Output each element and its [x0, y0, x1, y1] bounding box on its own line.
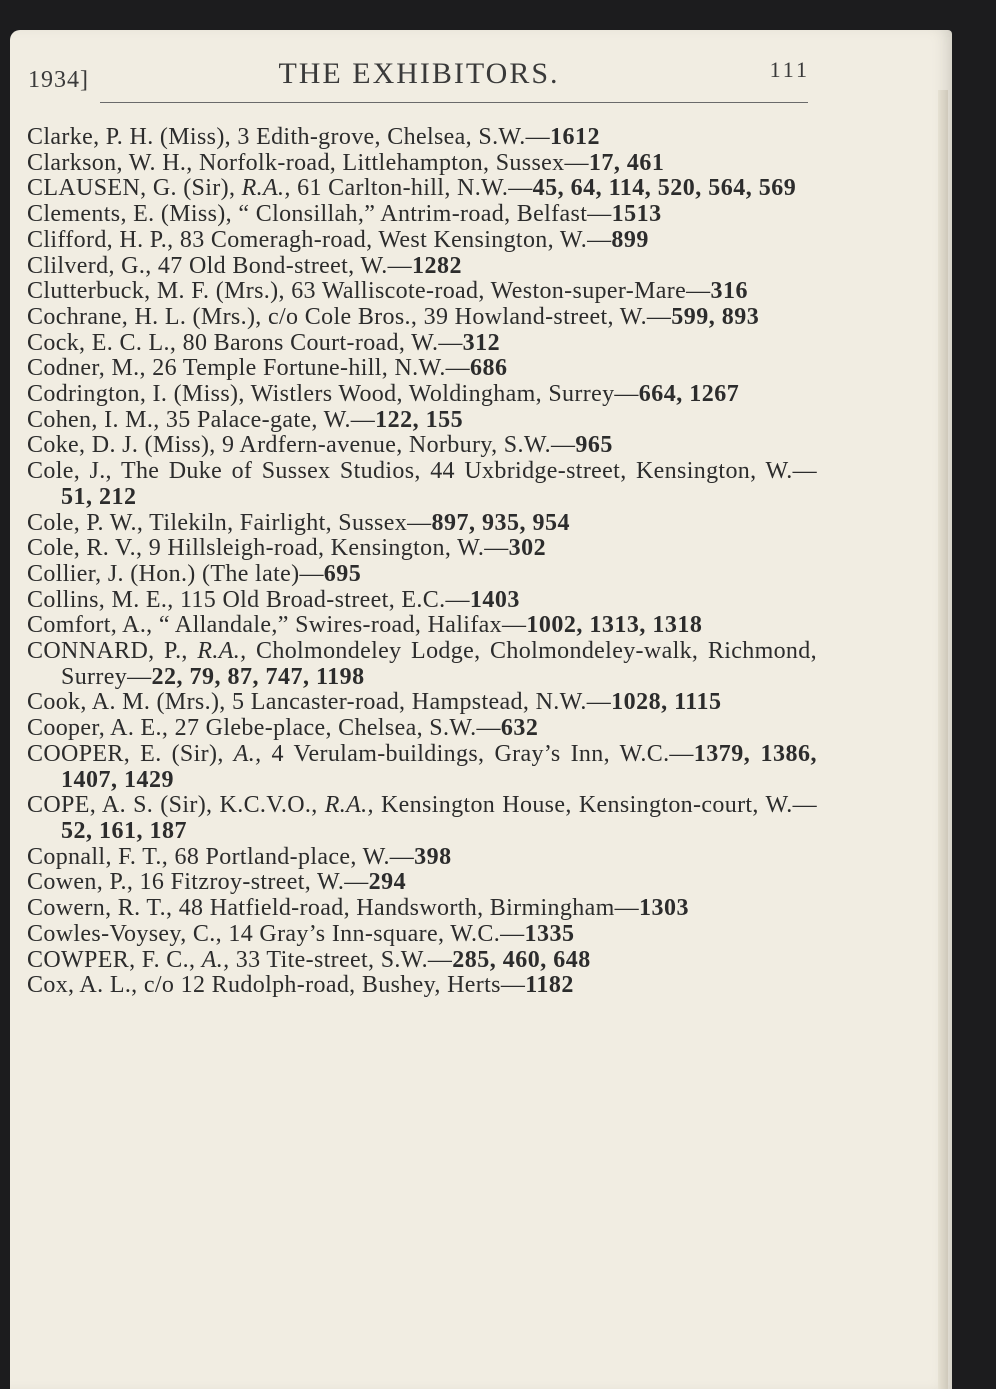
exhibitor-address: “ Clonsillah,” Antrim-road, Belfast—: [238, 201, 612, 228]
exhibitor-entry: [27, 202, 817, 228]
exhibitor-entry: [27, 690, 817, 716]
exhibitor-address: 33 Tite-street, S.W.—: [235, 946, 453, 973]
exhibitor-address: “ Allandale,” Swires-road, Halifax—: [158, 612, 527, 639]
page-number: 111: [769, 57, 810, 82]
exhibitor-entry: [27, 254, 817, 280]
exhibitor-entry: [27, 742, 817, 793]
exhibitor-entry: [27, 382, 817, 408]
exhibitor-address: 47 Old Bond-street, W.—: [157, 252, 412, 279]
exhibitor-name: CONNARD, P.,: [27, 638, 188, 665]
exhibitor-address: 4 Verulam-buildings, Gray’s Inn, W.C.—: [271, 740, 694, 767]
exhibit-numbers: 632: [500, 715, 539, 742]
running-header: [28, 57, 810, 97]
exhibitor-entry: [27, 125, 817, 151]
exhibitor-name: Clilverd, G.,: [27, 252, 152, 279]
exhibitor-address: Norfolk-road, Littlehampton, Sussex—: [198, 149, 589, 176]
exhibitor-name: Clarkson, W. H.,: [27, 149, 193, 176]
exhibitor-name: Cooper, A. E.,: [27, 715, 169, 742]
exhibitor-address: 48 Hatfield-road, Handsworth, Birmingham—: [178, 895, 639, 922]
exhibitor-entry: [27, 870, 817, 896]
exhibitor-address: 16 Fitzroy-street, W.—: [139, 869, 369, 896]
exhibitor-address: 9 Ardfern-avenue, Norbury, S.W.—: [222, 432, 576, 459]
exhibitor-address: 35 Palace-gate, W.—: [165, 406, 376, 433]
exhibit-numbers: 1303: [638, 895, 689, 922]
exhibitor-address: 61 Carlton-hill, N.W.—: [297, 175, 533, 202]
exhibit-numbers: 22, 79, 87, 747, 1198: [151, 663, 365, 690]
exhibitor-address: 68 Portland-place, W.—: [174, 843, 415, 870]
exhibit-numbers: 122, 155: [375, 406, 464, 433]
exhibitor-name: Copnall, F. T.,: [27, 843, 169, 870]
exhibitor-designation: A.,: [201, 946, 230, 973]
header-year: 1934]: [28, 67, 89, 93]
exhibitor-name: Cox, A. L.,: [27, 972, 138, 999]
exhibitor-entry: [27, 433, 817, 459]
exhibitor-entry: [27, 716, 817, 742]
exhibitor-address: c/o 12 Rudolph-road, Bushey, Herts—: [143, 972, 526, 999]
exhibit-numbers: 965: [575, 432, 613, 459]
exhibitor-address: 115 Old Broad-street, E.C.—: [179, 586, 470, 613]
page-title: THE EXHIBITORS.: [278, 57, 560, 90]
exhibitor-entry: [27, 922, 817, 948]
exhibitor-entry: [27, 536, 817, 562]
exhibitor-entry: [27, 588, 817, 614]
exhibitor-designation: A.,: [233, 740, 262, 767]
exhibit-numbers: 1002, 1313, 1318: [526, 612, 703, 639]
exhibit-numbers: 316: [710, 278, 748, 305]
exhibitor-address: 14 Gray’s Inn-square, W.C.—: [228, 920, 525, 947]
exhibit-numbers: 599, 893: [671, 303, 760, 330]
exhibitor-entry: [27, 793, 817, 844]
exhibit-numbers: 1612: [549, 124, 600, 150]
exhibit-numbers: 686: [470, 355, 508, 382]
exhibitor-entry: [27, 613, 817, 639]
exhibitor-entry: [27, 973, 817, 999]
exhibitor-address: 3 Edith-grove, Chelsea, S.W.—: [237, 124, 550, 150]
exhibit-numbers: 294: [368, 869, 407, 896]
exhibit-numbers: 1335: [524, 920, 575, 947]
exhibitor-entry: [27, 408, 817, 434]
exhibitor-address: Wistlers Wood, Woldingham, Surrey—: [250, 381, 639, 408]
exhibitor-name: Codner, M.,: [27, 355, 146, 382]
exhibit-numbers: 17, 461: [588, 149, 665, 176]
exhibit-numbers: 52, 161, 187: [61, 817, 187, 844]
exhibit-numbers: 45, 64, 114, 520, 564, 569: [532, 175, 797, 202]
exhibit-numbers: 695: [323, 560, 362, 587]
exhibit-numbers: 1282: [411, 252, 462, 279]
exhibitor-entry: [27, 896, 817, 922]
exhibitor-address: Tilekiln, Fairlight, Sussex—: [149, 509, 432, 536]
exhibitor-name: Comfort, A.,: [27, 612, 153, 639]
exhibitor-name: Clarke, P. H. (Miss),: [27, 124, 232, 150]
exhibitor-entry: [27, 562, 817, 588]
exhibitor-list: [27, 125, 817, 999]
exhibitor-address: 9 Hillsleigh-road, Kensington, W.—: [148, 535, 509, 562]
exhibitor-entry: [27, 228, 817, 254]
exhibit-numbers: 1379, 1386, 1407, 1429: [61, 740, 817, 793]
exhibitor-name: Clutterbuck, M. F. (Mrs.),: [27, 278, 285, 305]
exhibitor-entry: [27, 279, 817, 305]
exhibitor-address: c/o Cole Bros., 39 Howland-street, W.—: [268, 303, 672, 330]
exhibitor-name: COPE, A. S. (Sir), K.C.V.O.,: [27, 792, 318, 819]
exhibitor-address: 63 Walliscote-road, Weston-super-Mare—: [291, 278, 711, 305]
exhibit-numbers: 1182: [525, 972, 574, 999]
exhibitor-address: 27 Glebe-place, Chelsea, S.W.—: [174, 715, 501, 742]
exhibitor-name: Clifford, H. P.,: [27, 226, 174, 253]
exhibit-numbers: 897, 935, 954: [431, 509, 570, 536]
exhibitor-name: Cowen, P.,: [27, 869, 134, 896]
page-edge: [938, 90, 948, 1389]
exhibitor-name: Cole, R. V.,: [27, 535, 143, 562]
exhibit-numbers: 302: [508, 535, 547, 562]
exhibitor-name: Cole, P. W.,: [27, 509, 144, 536]
exhibitor-address: 5 Lancaster-road, Hampstead, N.W.—: [232, 689, 612, 716]
exhibitor-name: Cock, E. C. L.,: [27, 329, 177, 356]
exhibitor-entry: [27, 356, 817, 382]
exhibitor-name: Cole, J.,: [27, 458, 112, 485]
exhibitor-address: 26 Temple Fortune-hill, N.W.—: [152, 355, 471, 382]
exhibitor-entry: [27, 151, 817, 177]
exhibitor-entry: [27, 948, 817, 974]
exhibitor-name: Cook, A. M. (Mrs.),: [27, 689, 226, 716]
exhibitor-entry: [27, 331, 817, 357]
exhibitor-address: The Duke of Sussex Studios, 44 Uxbridge-street, Kensington, W.—: [120, 458, 818, 485]
exhibitor-entry: [27, 459, 817, 510]
exhibitor-address: Kensington House, Kensington-court, W.—: [380, 792, 817, 819]
exhibitor-name: COWPER, F. C.,: [27, 946, 196, 973]
exhibitor-address: 83 Comeragh-road, West Kensington, W.—: [179, 226, 612, 253]
exhibitor-name: Clements, E. (Miss),: [27, 201, 232, 228]
exhibitor-entry: [27, 639, 817, 690]
exhibitor-designation: R.A.,: [324, 792, 374, 819]
exhibitor-name: Cowles-Voysey, C.,: [27, 920, 222, 947]
exhibitor-name: Coke, D. J. (Miss),: [27, 432, 216, 459]
exhibitor-name: Cochrane, H. L. (Mrs.),: [27, 303, 262, 330]
exhibitor-designation: R.A.,: [197, 638, 247, 665]
exhibit-numbers: 899: [611, 226, 649, 253]
exhibitor-address: 80 Barons Court-road, W.—: [182, 329, 463, 356]
exhibit-numbers: 398: [414, 843, 452, 870]
exhibitor-name: CLAUSEN, G. (Sir),: [27, 175, 236, 202]
exhibitor-name: Codrington, I. (Miss),: [27, 381, 245, 408]
exhibit-numbers: 1028, 1115: [611, 689, 722, 716]
exhibit-numbers: 1403: [469, 586, 520, 613]
exhibit-numbers: 664, 1267: [638, 381, 740, 408]
exhibitor-entry: [27, 305, 817, 331]
exhibit-numbers: 1513: [611, 201, 662, 228]
header-rule: [100, 102, 808, 103]
exhibitor-entry: [27, 845, 817, 871]
exhibit-numbers: 285, 460, 648: [452, 946, 591, 973]
exhibitor-designation: R.A.,: [241, 175, 291, 202]
exhibitor-name: Collins, M. E.,: [27, 586, 174, 613]
exhibitor-name: COOPER, E. (Sir),: [27, 740, 224, 767]
exhibitor-name: Collier, J. (Hon.) (The late)—: [27, 560, 324, 587]
exhibitor-address: Cholmondeley Lodge, Cholmondeley-walk, Richmond, Surrey—: [61, 638, 817, 690]
exhibitor-entry: [27, 176, 817, 202]
exhibit-numbers: 312: [462, 329, 501, 356]
exhibit-numbers: 51, 212: [61, 483, 137, 510]
exhibitor-name: Cohen, I. M.,: [27, 406, 160, 433]
exhibitor-entry: [27, 511, 817, 537]
exhibitor-name: Cowern, R. T.,: [27, 895, 173, 922]
